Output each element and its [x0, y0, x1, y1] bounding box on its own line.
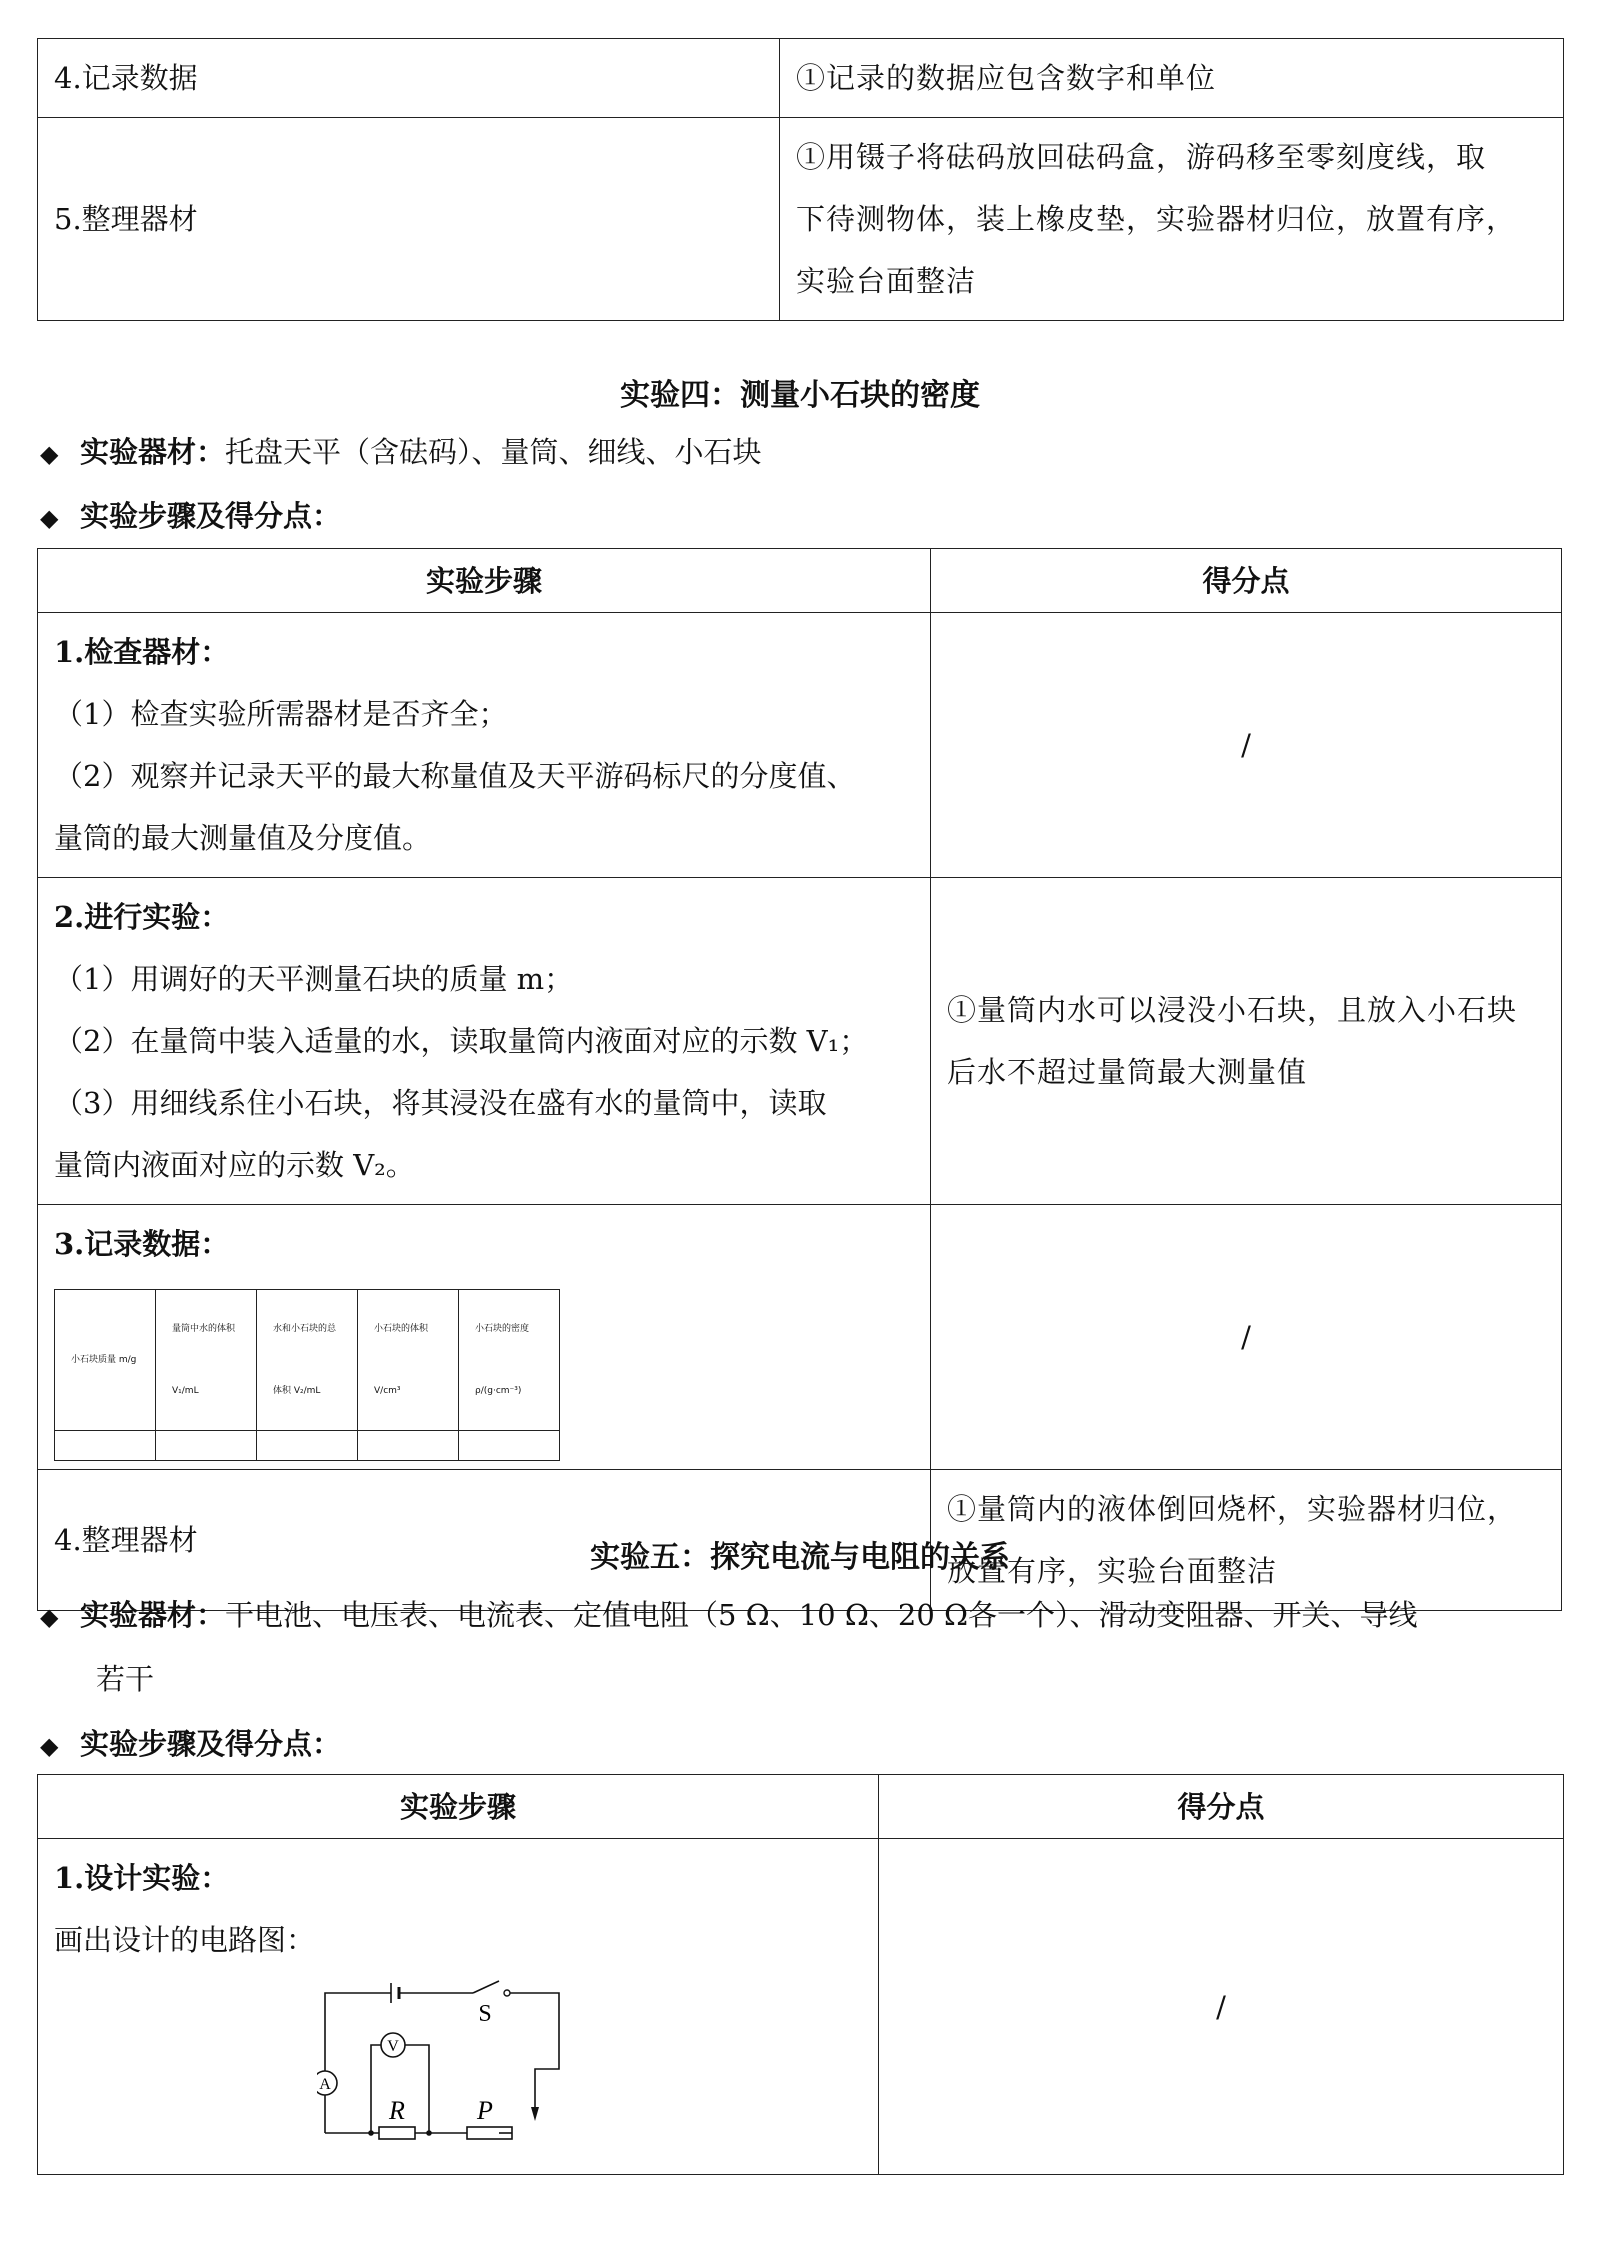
- rheostat-label: P: [477, 2096, 493, 2125]
- diamond-bullet-icon: ◆: [40, 1603, 59, 1631]
- voltmeter-label: V: [387, 2038, 399, 2055]
- mini-header-cell: 小石块的体积 V/cm³: [358, 1290, 459, 1431]
- exp4-title: 实验四：测量小石块的密度: [620, 378, 980, 413]
- step-line: 量筒内液面对应的示数 V₂。: [54, 1148, 415, 1182]
- resistor-label: R: [389, 2096, 405, 2125]
- table-row: [38, 118, 1564, 321]
- step-cell: [38, 878, 931, 1205]
- steps-label: 实验步骤及得分点：: [80, 499, 342, 533]
- header-points: 得分点: [879, 1775, 1564, 1839]
- mini-header-cell: 水和小石块的总体积 V₂/mL: [257, 1290, 358, 1431]
- step-title: 3.记录数据：: [54, 1227, 230, 1261]
- points-line: ①量筒内水可以浸没小石块，且放入小石块: [947, 993, 1518, 1027]
- diamond-bullet-icon: ◆: [40, 440, 59, 468]
- equipment-label: 实验器材：: [80, 435, 226, 469]
- points-line: 后水不超过量筒最大测量值: [947, 1055, 1308, 1089]
- exp5-equipment-cont: [96, 1647, 154, 1711]
- table-header-row: [38, 549, 1562, 613]
- equipment-text: 托盘天平（含砝码）、量筒、细线、小石块: [225, 435, 762, 469]
- mini-empty-cell: [55, 1431, 156, 1461]
- step-title: 1.检查器材：: [54, 635, 230, 669]
- equipment-text-cont: 若干: [96, 1662, 155, 1696]
- mini-empty-row: [55, 1431, 560, 1461]
- mini-empty-cell: [459, 1431, 560, 1461]
- data-record-table: [54, 1289, 560, 1461]
- step-line: 画出设计的电路图：: [54, 1923, 316, 1957]
- step-cell: 4.整理器材: [38, 1470, 931, 1611]
- points-cell: /: [931, 1205, 1562, 1470]
- points-cell: ①记录的数据应包含数字和单位: [780, 39, 1564, 118]
- diamond-bullet-icon: ◆: [40, 504, 59, 532]
- step-cell: [38, 1205, 931, 1470]
- step-title: 1.设计实验：: [54, 1861, 230, 1895]
- mini-empty-cell: [257, 1431, 358, 1461]
- mini-header-cell: 小石块质量 m/g: [55, 1290, 156, 1431]
- header-points: 得分点: [931, 549, 1562, 613]
- points-line: ①量筒内的液体倒回烧杯，实验器材归位，: [947, 1492, 1518, 1526]
- step-title: 2.进行实验：: [54, 900, 230, 934]
- step-line: 量筒的最大测量值及分度值。: [54, 821, 432, 855]
- equipment-text: 干电池、电压表、电流表、定值电阻（5 Ω、10 Ω、20 Ω各一个）、滑动变阻器、开关、导线: [225, 1598, 1418, 1632]
- header-steps: 实验步骤: [38, 1775, 879, 1839]
- points-line: 下待测物体，装上橡皮垫，实验器材归位，放置有序，: [796, 202, 1517, 236]
- table-row: [38, 1839, 1564, 2175]
- rheostat-arrow: [531, 2107, 539, 2121]
- step-line: （2）观察并记录天平的最大称量值及天平游码标尺的分度值、: [54, 759, 856, 793]
- exp4-steps-label: [40, 484, 341, 550]
- points-line: ①用镊子将砝码放回砝码盒，游码移至零刻度线，取: [796, 140, 1487, 174]
- step-line: （1）用调好的天平测量石块的质量 m；: [54, 962, 574, 996]
- ammeter-icon: [317, 2071, 337, 2095]
- ammeter-label: A: [319, 2076, 331, 2093]
- step-line: （2）在量筒中装入适量的水，读取量筒内液面对应的示数 V₁；: [54, 1024, 869, 1058]
- exp5-steps-label: [40, 1712, 341, 1778]
- step-cell: [38, 1839, 879, 2175]
- exp5-title: 实验五：探究电流与电阻的关系: [590, 1540, 1010, 1575]
- steps-label: 实验步骤及得分点：: [80, 1727, 342, 1761]
- mini-empty-cell: [358, 1431, 459, 1461]
- table-row: [38, 878, 1562, 1205]
- exp4-table: [37, 548, 1562, 1611]
- table-header-row: [38, 1775, 1564, 1839]
- table-row: [38, 613, 1562, 878]
- exp5-table: [37, 1774, 1564, 2175]
- circuit-diagram: [317, 1971, 637, 2141]
- points-cell: [780, 118, 1564, 321]
- top-table: [37, 38, 1564, 321]
- voltmeter-icon: [381, 2033, 405, 2057]
- step-line: （3）用细线系住小石块，将其浸没在盛有水的量筒中，读取: [54, 1086, 827, 1120]
- step-cell: 5.整理器材: [38, 118, 780, 321]
- exp5-equipment: [40, 1583, 1570, 1649]
- points-cell: [931, 878, 1562, 1205]
- step-line: （1）检查实验所需器材是否齐全；: [54, 697, 508, 731]
- points-cell: /: [879, 1839, 1564, 2175]
- table-row: [38, 1205, 1562, 1470]
- exp4-equipment: [40, 420, 762, 486]
- table-row: [38, 39, 1564, 118]
- mini-header-row: [55, 1290, 560, 1431]
- step-cell: [38, 613, 931, 878]
- points-line: 实验台面整洁: [796, 264, 977, 298]
- switch-label: S: [478, 2001, 492, 2027]
- points-cell: /: [931, 613, 1562, 878]
- mini-empty-cell: [156, 1431, 257, 1461]
- points-line: 放置有序，实验台面整洁: [947, 1554, 1278, 1588]
- step-cell: 4.记录数据: [38, 39, 780, 118]
- mini-header-cell: 小石块的密度 ρ/(g·cm⁻³): [459, 1290, 560, 1431]
- header-steps: 实验步骤: [38, 549, 931, 613]
- equipment-label: 实验器材：: [80, 1598, 226, 1632]
- mini-header-cell: 量筒中水的体积 V₁/mL: [156, 1290, 257, 1431]
- diamond-bullet-icon: ◆: [40, 1732, 59, 1760]
